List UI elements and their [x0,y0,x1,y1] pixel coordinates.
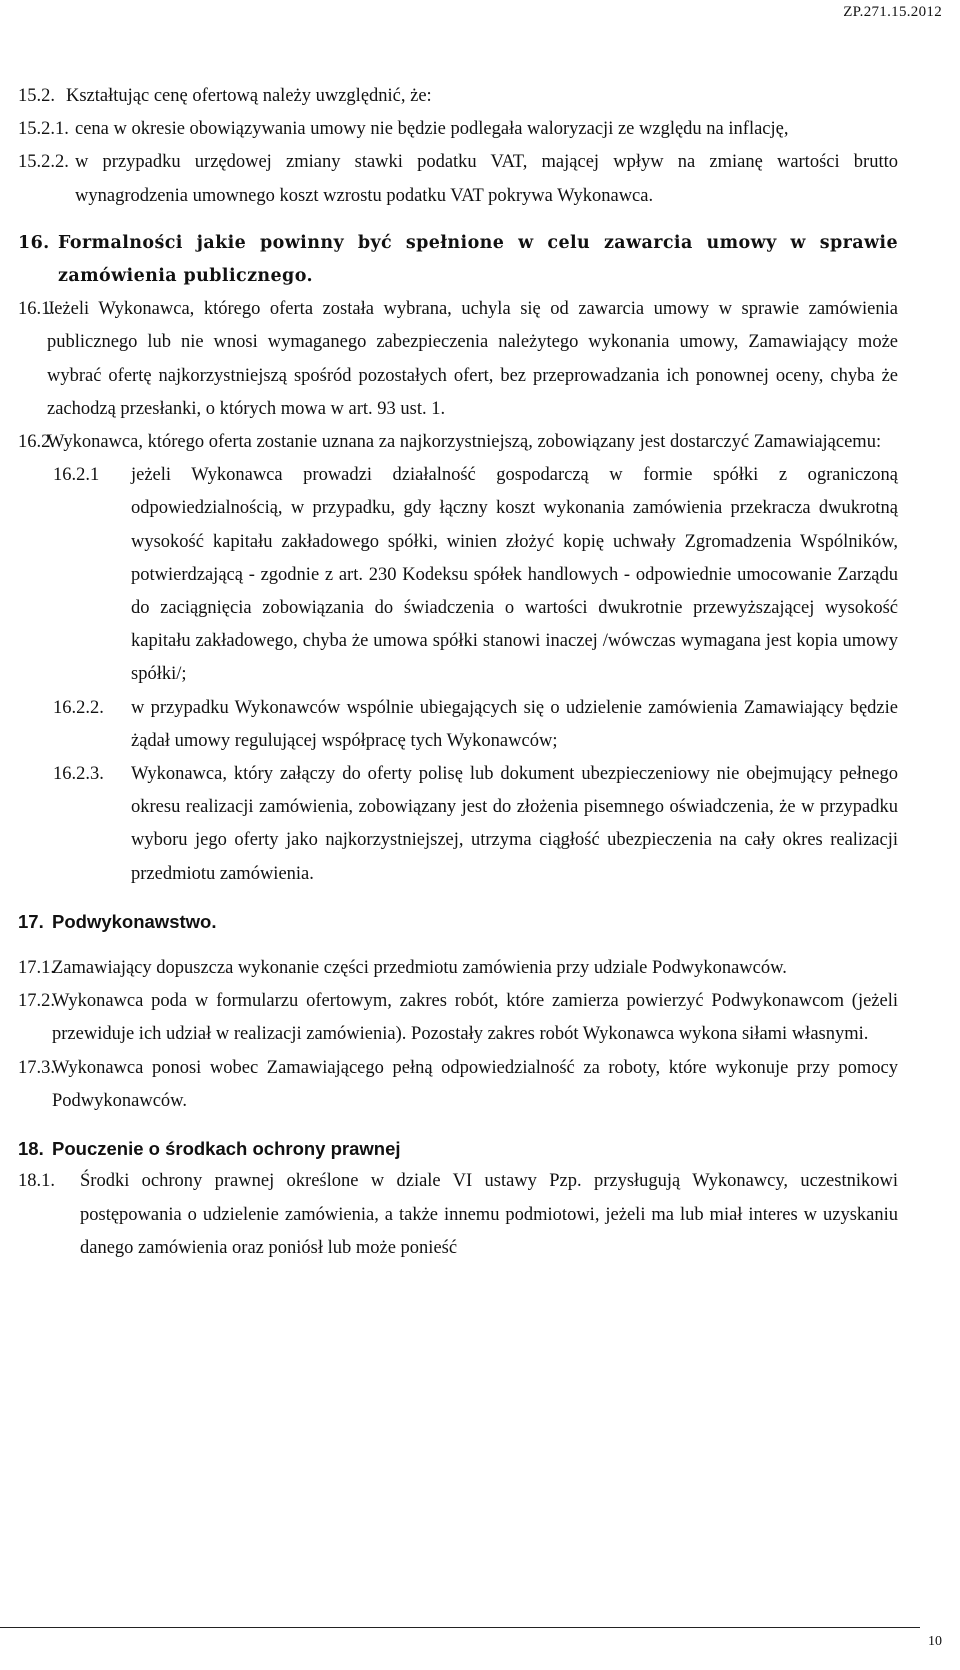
footer-divider [0,1627,920,1628]
section-17-heading [18,905,898,938]
section-number: 16. [18,232,50,253]
section-text: jeżeli Wykonawca prowadzi działalność gospodarczą w formie spółki z ograniczoną odpowiedzialnością, w przypadku, gdy łączny koszt wykonania zamówienia przekracza dwukrotną wysokość kapitału zakładowego spółki, winien złożyć kopię uchwały Zgromadzenia Wspólników, potwierdzającą - zgodnie z art. 230 Kodeksu spółek handlowych - odpowiednie umocowanie Zarządu do zaciągnięcia zobowiązania do świadczenia o wartości dwukrotnie przewyższającej wysokość kapitału zakładowego, chyba że umowa spółki stanowi inaczej /wówczas wymagana jest kopia umowy spółki/; [131,465,898,685]
section-number: 16.1. [18,299,55,320]
section-number: 15.2. [18,86,55,106]
section-text: Środki ochrony prawnej określone w dziale VI ustawy Pzp. przysługują Wykonawcy, uczestnikowi postępowania o udzielenie zamówienia, a także innemu podmiotowi, jeżeli ma lub miał interes w uzyskaniu danego zamówienia oraz poniósł lub może ponieść [80,1171,898,1258]
section-number: 15.2.1. [18,119,69,140]
section-16-2 [18,426,898,459]
section-17-1 [18,952,898,985]
section-number: 16.2.1 [53,465,100,486]
section-15-2 [18,80,898,113]
section-number: 17. [18,910,44,932]
section-number: 17.3. [18,1057,55,1078]
section-text: Jeżeli Wykonawca, którego oferta została wybrana, uchyla się od zawarcia umowy w sprawie zamówienia publicznego lub nie wnosi wymaganego zabezpieczenia należytego wykonania umowy, Zamawiający może wybrać ofertę najkorzystniejszą spośród pozostałych ofert, bez przeprowadzania ich ponownej oceny, chyba że zachodzą przesłanki, o których mowa w art. 93 ust. 1. [47,299,898,419]
section-text: cena w okresie obowiązywania umowy nie będzie podlegała waloryzacji ze względu na inflację, [75,119,789,140]
section-16-2-1 [18,459,898,691]
document-body [18,80,898,1265]
section-15-2-2 [18,146,898,212]
section-text: Wykonawca, którego oferta zostanie uznana za najkorzystniejszą, zobowiązany jest dostarczyć Zamawiającemu: [47,432,882,453]
section-text: Wykonawca, który załączy do oferty polisę lub dokument ubezpieczeniowy nie obejmujący pełnego okresu realizacji zamówienia, zobowiązany jest do złożenia pisemnego oświadczenia, że w przypadku wyboru jego oferty jako najkorzystniejszej, utrzyma ciągłość ubezpieczenia na cały okres realizacji przedmiotu zamówienia. [131,764,898,884]
section-number: 16.2.2. [53,697,104,718]
section-16-heading [18,227,898,293]
section-number: 15.2.2. [18,152,69,173]
section-15-2-1 [18,113,898,146]
page-number: 10 [928,1634,942,1649]
section-text: Wykonawca ponosi wobec Zamawiającego pełną odpowiedzialność za roboty, które wykonuje przy pomocy Podwykonawców. [52,1057,898,1111]
section-text: Zamawiający dopuszcza wykonanie części przedmiotu zamówienia przy udziale Podwykonawców. [52,958,787,979]
section-number: 16.2. [18,432,55,453]
section-17-3 [18,1052,898,1118]
section-heading: Formalności jakie powinny być spełnione w celu zawarcia umowy w sprawie zamówienia publicznego. [58,232,898,287]
section-number: 17.1. [18,958,55,979]
section-heading: Pouczenie o środkach ochrony prawnej [52,1138,401,1160]
section-16-2-3 [18,758,898,891]
section-16-1 [18,293,898,426]
section-text: Wykonawca poda w formularzu ofertowym, zakres robót, które zamierza powierzyć Podwykonawcom (jeżeli przewiduje ich udział w realizacji zamówienia). Pozostały zakres robót Wykonawca wykona siłami własnymi. [52,991,898,1045]
section-18-1 [18,1165,898,1265]
section-17-2 [18,985,898,1051]
section-18-heading [18,1132,898,1165]
section-number: 18.1. [18,1171,55,1192]
section-number: 16.2.3. [53,764,104,785]
section-text: w przypadku Wykonawców wspólnie ubiegających się o udzielenie zamówienia Zamawiający będzie żądał umowy regulującej współpracę tych Wykonawców; [131,697,898,751]
section-heading: Podwykonawstwo. [52,910,217,932]
document-reference: ZP.271.15.2012 [843,4,942,20]
section-16-2-2 [18,692,898,758]
section-text: Kształtując cenę ofertową należy uwzględnić, że: [66,86,432,106]
section-text: w przypadku urzędowej zmiany stawki podatku VAT, mającej wpływ na zmianę wartości brutto wynagrodzenia umownego koszt wzrostu podatku VAT pokrywa Wykonawca. [75,152,898,206]
section-number: 18. [18,1138,44,1160]
section-number: 17.2. [18,991,55,1012]
